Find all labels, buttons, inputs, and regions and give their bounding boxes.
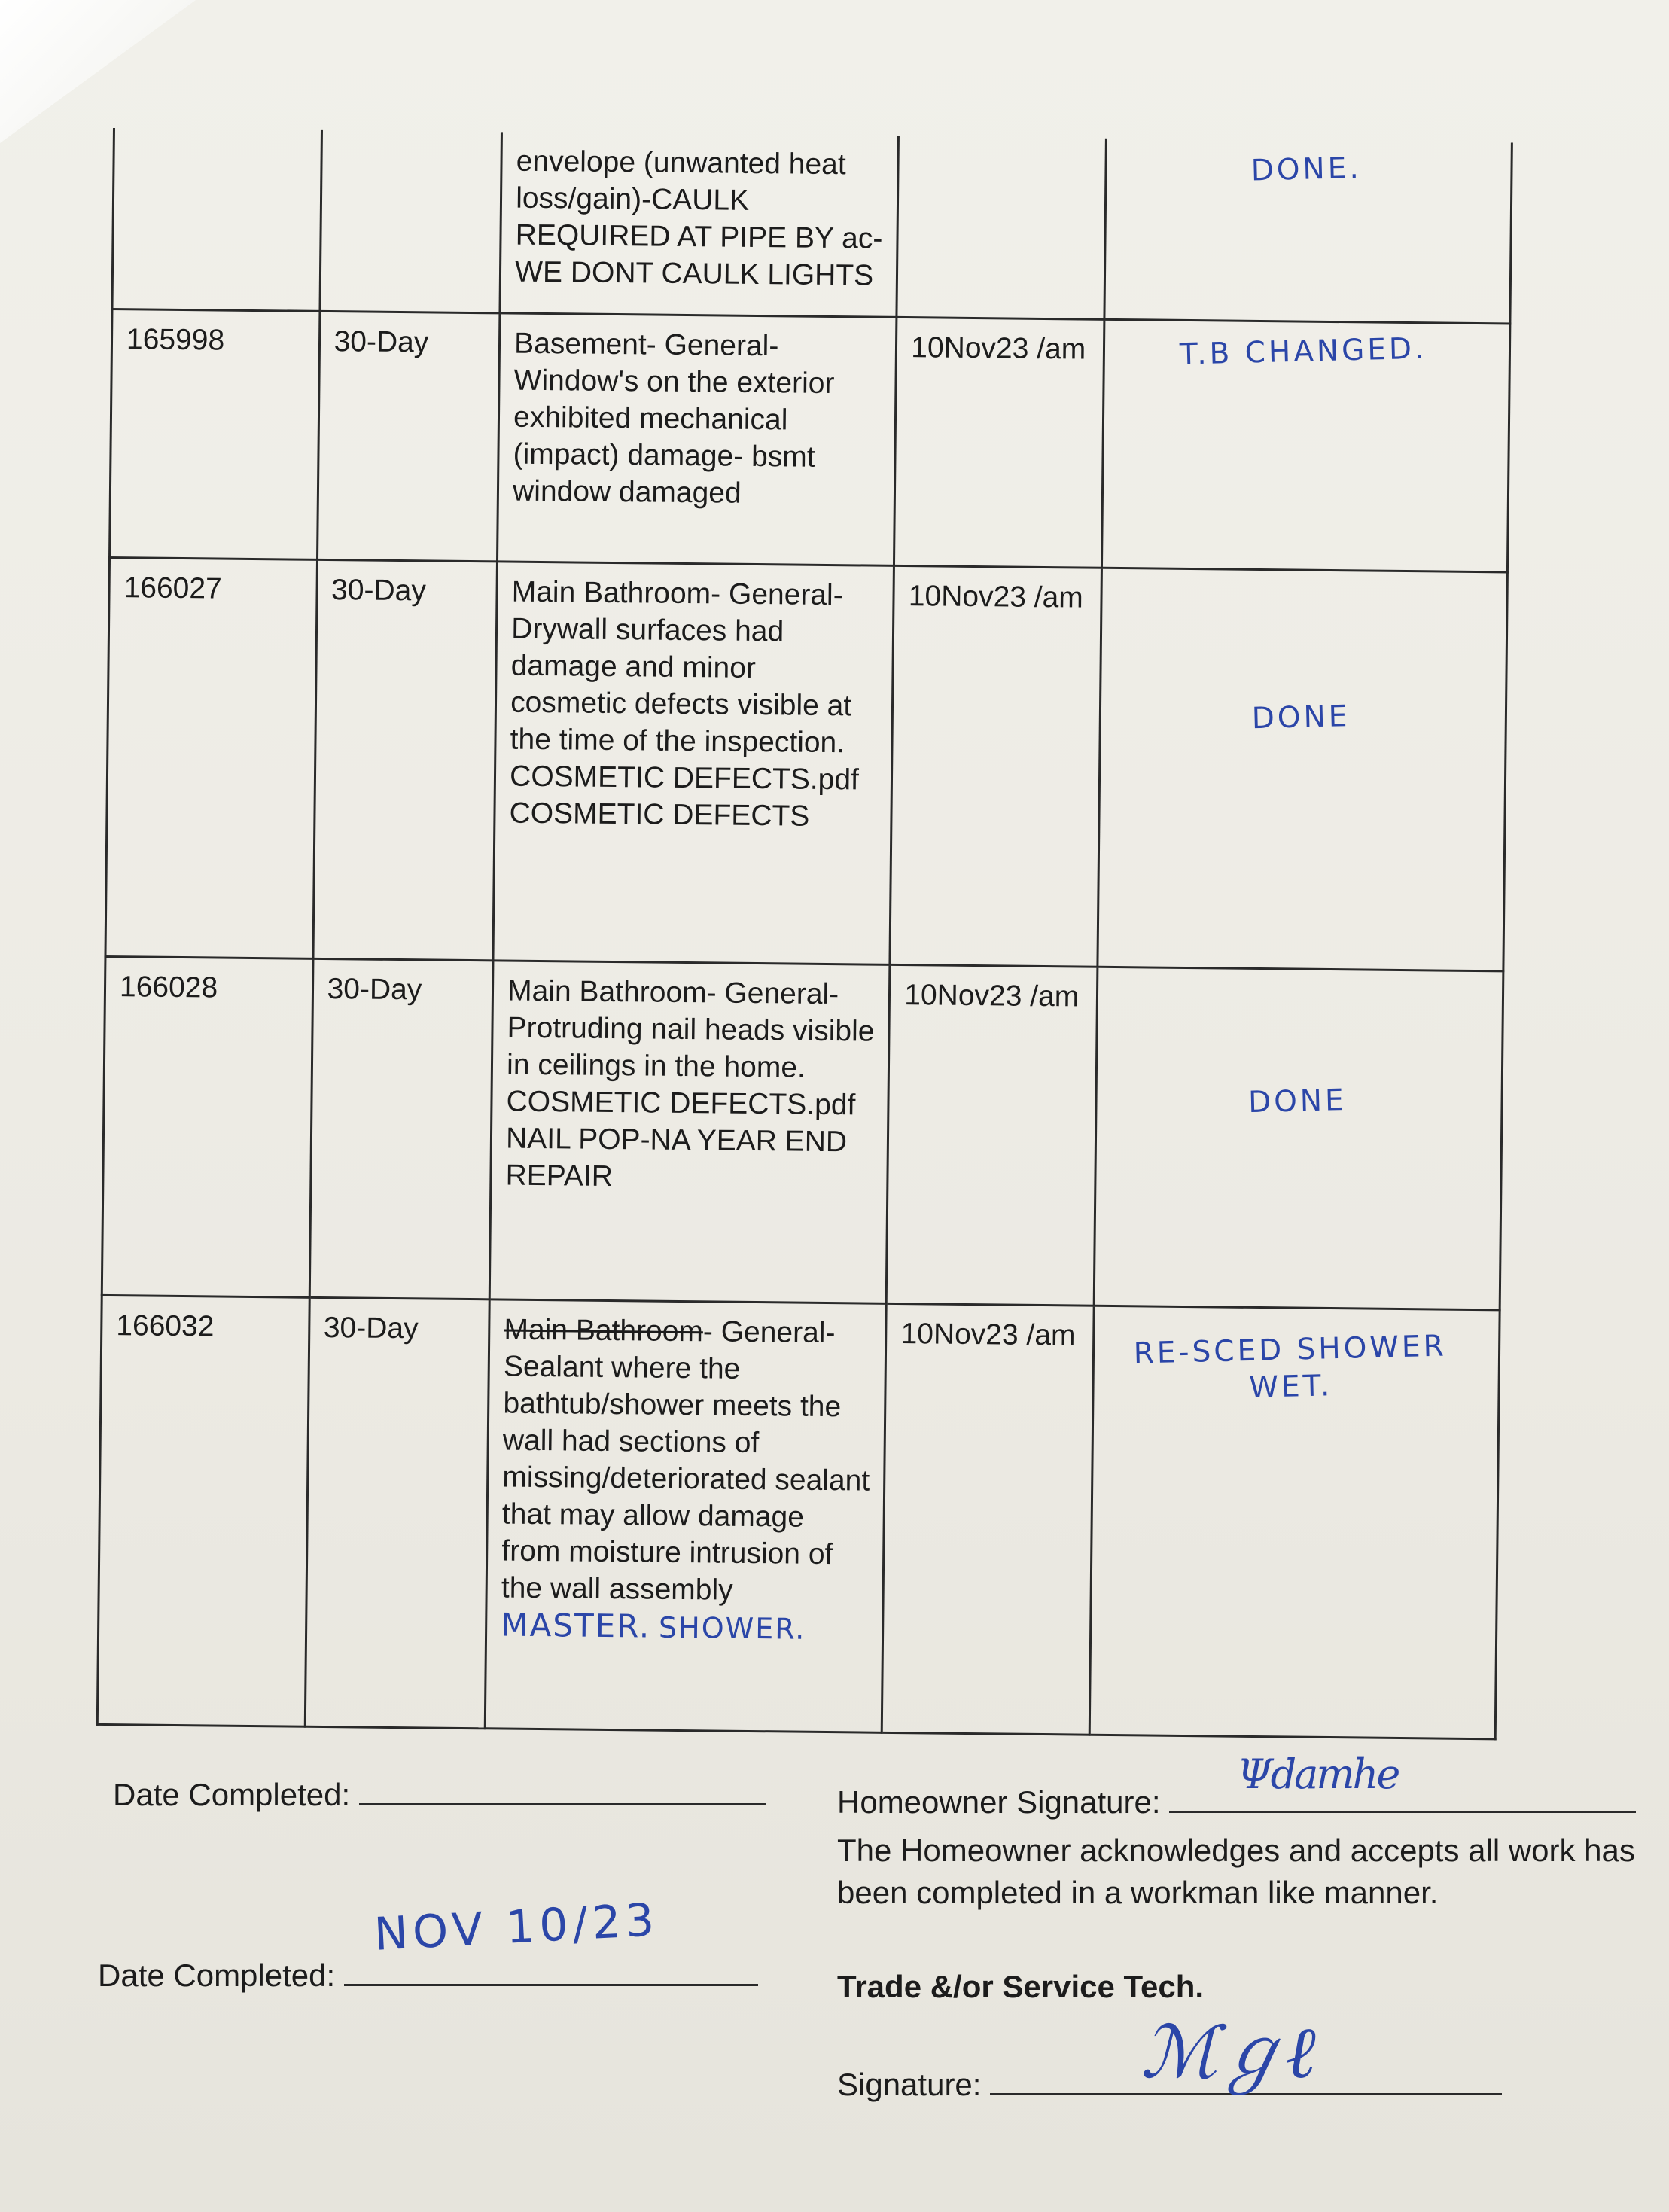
handwritten-note: DONE <box>1095 565 1510 973</box>
date-completed-label: Date Completed: <box>113 1777 351 1812</box>
date-cell <box>897 136 1106 319</box>
date-completed-2 <box>98 1894 758 1994</box>
date-cell: 10Nov23 /am <box>894 317 1104 568</box>
date-cell: 10Nov23 /am <box>887 964 1098 1306</box>
date-completed-label: Date Completed: <box>98 1958 336 1993</box>
item-id-cell: 165998 <box>110 309 320 559</box>
trade-tech-label: Trade &/or Service Tech. <box>837 1969 1205 2004</box>
handwritten-note: T.B CHANGED. <box>1100 316 1512 574</box>
homeowner-signature <box>837 1750 1636 1820</box>
description-cell: Main Bathroom- General- Drywall surfaces had damage and minor cosmetic defects visible at the time of the inspection. COSMETIC DEFECTS.pdf COSMETIC DEFECTS <box>493 561 894 964</box>
table-row <box>102 956 1503 1309</box>
deadline-cell: 30-Day <box>305 1297 490 1728</box>
deadline-cell: 30-Day <box>313 559 498 960</box>
tech-signature <box>837 2010 1502 2103</box>
work-order-table <box>96 128 1513 1740</box>
description-text: - General- Sealant where the bathtub/shower meets the wall had sections of missing/deteriorated sealant that may allow damage from moisture intrusion of the wall assembly <box>501 1315 870 1607</box>
handwritten-note: RE-SCED SHOWER WET. <box>1086 1303 1503 1741</box>
description-cell: envelope (unwanted heat loss/gain)-CAULK REQUIRED AT PIPE BY ac- WE DONT CAULK LIGHTS <box>500 132 899 317</box>
homeowner-signature-label: Homeowner Signature: <box>837 1784 1161 1820</box>
handwritten-annotation: MASTER. <box>501 1606 651 1645</box>
deadline-cell: 30-Day <box>309 958 493 1299</box>
description-cell <box>485 1299 886 1732</box>
table-row <box>112 128 1512 323</box>
description-cell: Main Bathroom- General- Protruding nail heads visible in ceilings in the home. COSMETIC DEFECTS.pdf NAIL POP-NA YEAR END REPAIR <box>489 960 890 1303</box>
date-completed-1 <box>113 1773 766 1813</box>
handwritten-note: DONE <box>1092 964 1506 1312</box>
item-id-cell <box>112 128 321 311</box>
table-row <box>105 557 1507 970</box>
date-cell: 10Nov23 /am <box>882 1303 1095 1735</box>
description-cell: Basement- General- Window's on the exterior exhibited mechanical (impact) damage- bsmt window damaged <box>498 312 897 565</box>
table-row <box>110 309 1510 571</box>
tech-signature-label: Signature: <box>837 2067 982 2102</box>
handwritten-annotation: SHOWER. <box>658 1610 806 1646</box>
item-id-cell: 166027 <box>105 557 317 958</box>
date-cell: 10Nov23 /am <box>890 565 1101 967</box>
date-completed-value: NOV 10/23 <box>373 1894 660 1961</box>
item-id-cell: 166032 <box>97 1295 309 1726</box>
tech-signature-mark: ℳℊℓ <box>1141 2010 1314 2095</box>
struck-text: Main Bathroom <box>504 1313 704 1348</box>
item-id-cell: 166028 <box>102 956 312 1297</box>
table-row <box>97 1295 1500 1738</box>
homeowner-signature-mark: Ψdamhe <box>1237 1750 1399 1798</box>
handwritten-note: DONE. <box>1103 136 1513 326</box>
date-completed-line <box>359 1773 766 1805</box>
deadline-cell: 30-Day <box>317 311 500 561</box>
deadline-cell <box>320 130 502 312</box>
homeowner-acknowledgement: The Homeowner acknowledges and accepts all work has been completed in a workman like manner. <box>837 1833 1635 1910</box>
